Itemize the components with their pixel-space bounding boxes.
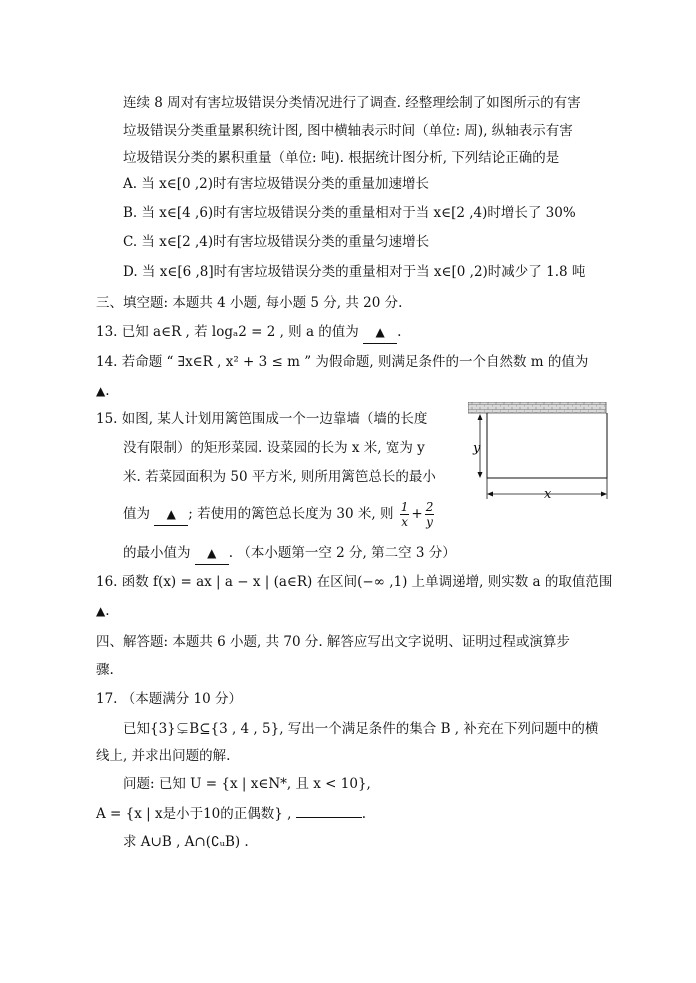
triangle-icon: ▲: [375, 325, 385, 339]
fence-diagram: [468, 402, 608, 504]
question-15-line-1: 15. 如图, 某人计划用篱笆围成一个一边靠墙（墙的长度: [96, 411, 428, 427]
question-14-line-2: ▲.: [96, 383, 110, 399]
triangle-icon: ▲: [96, 384, 106, 398]
question-17-line-1: 已知{3}⊊B⊆{3 , 4 , 5}, 写出一个满足条件的集合 B , 补充在下列问题中的横: [123, 721, 599, 737]
fraction-1-over-x: $\frac{1}{x}$: [400, 500, 409, 529]
garden-rectangle: [487, 413, 607, 478]
section-4-line-1: 四、解答题: 本题共 6 小题, 共 70 分. 解答应写出文字说明、证明过程或演算步: [96, 634, 570, 650]
intro-line-1: 连续 8 周对有害垃圾错误分类情况进行了调查. 经整理绘制了如图所示的有害: [123, 95, 581, 111]
question-15-line-5: 的最小值为 ▲ . （本小题第一空 2 分, 第二空 3 分）: [123, 542, 456, 565]
question-17-title: 17. （本题满分 10 分）: [96, 691, 243, 707]
fraction-2-over-y: $\frac{2}{y}$: [425, 500, 434, 529]
answer-blank-17: [296, 803, 362, 818]
option-d: D. 当 x∈[6 ,8]时有害垃圾错误分类的重量相对于当 x∈[0 ,2)时减少了 1.8 吨: [123, 264, 586, 280]
section-3-heading: 三、填空题: 本题共 4 小题, 每小题 5 分, 共 20 分.: [96, 295, 403, 311]
y-label: y: [473, 441, 481, 456]
question-17-line-5: 求 A∪B , A∩(∁ᵤB) .: [123, 834, 249, 850]
x-label: x: [544, 487, 552, 502]
answer-blank-15b: [195, 542, 229, 565]
option-a: A. 当 x∈[0 ,2)时有害垃圾错误分类的重量加速增长: [123, 176, 430, 192]
triangle-icon: ▲: [166, 507, 176, 521]
question-17-line-4: A = {x | x是小于10的正偶数} , .: [96, 803, 366, 825]
question-15-line-3: 米. 若菜园面积为 50 平方米, 则所用篱笆总长的最小: [123, 469, 436, 485]
question-14-line-1: 14. 若命题 “ ∃x∈R , x² + 3 ≤ m ” 为假命题, 则满足条件的一个自然数 m 的值为: [96, 354, 589, 370]
option-b: B. 当 x∈[4 ,6)时有害垃圾错误分类的重量相对于当 x∈[2 ,4)时增长了 30%: [123, 205, 576, 221]
question-16-line-1: 16. 函数 f(x) = ax | a − x | (a∈R) 在区间(−∞ ,1) 上单调递增, 则实数 a 的取值范围: [96, 574, 613, 590]
question-15-line-2: 没有限制）的矩形菜园. 设菜园的长为 x 米, 宽为 y: [123, 440, 425, 456]
answer-blank-15a: [154, 503, 188, 526]
triangle-icon: ▲: [96, 604, 106, 618]
intro-line-3: 垃圾错误分类的累积重量（单位: 吨). 根据统计图分析, 下列结论正确的是: [123, 150, 560, 166]
answer-blank-13: [363, 321, 397, 344]
question-13-text: 13. 已知 a∈R , 若 logₐ2 = 2 , 则 a 的值为: [96, 324, 359, 340]
section-4-line-2: 骤.: [96, 662, 114, 678]
question-16-line-2: ▲.: [96, 603, 110, 619]
question-15-line-4: 值为 ▲ ; 若使用的篱笆总长度为 30 米, 则 $\frac{1}{x}$ + $\frac{2}{y}$: [123, 500, 434, 529]
question-13: 13. 已知 a∈R , 若 logₐ2 = 2 , 则 a 的值为 ▲ .: [96, 321, 401, 344]
question-17-line-3: 问题: 已知 U = {x | x∈N*, 且 x < 10},: [123, 776, 371, 792]
wall-icon: [468, 402, 606, 413]
triangle-icon: ▲: [207, 546, 217, 560]
intro-line-2: 垃圾错误分类重量累积统计图, 图中横轴表示时间（单位: 周), 纵轴表示有害: [123, 123, 573, 139]
option-c: C. 当 x∈[2 ,4)时有害垃圾错误分类的重量匀速增长: [123, 234, 430, 250]
question-17-line-2: 线上, 并求出问题的解.: [96, 748, 231, 764]
